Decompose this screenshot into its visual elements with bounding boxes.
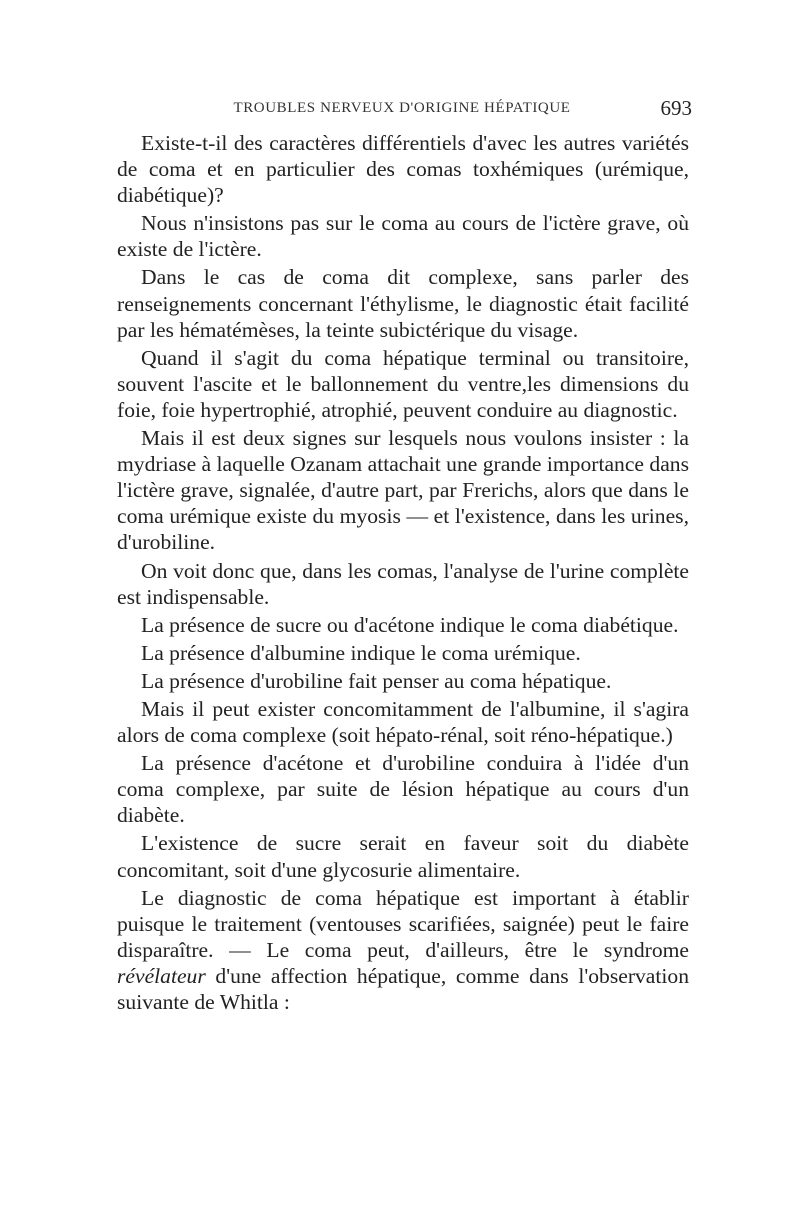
paragraph: Quand il s'agit du coma hépatique terminal ou transitoire, souvent l'ascite et le ballonnement du ventre,les dimensions du foie, foie hypertrophié, atrophié, peuvent conduire au diagnostic. bbox=[117, 345, 689, 422]
running-title: TROUBLES NERVEUX D'ORIGINE HÉPATIQUE bbox=[233, 100, 571, 116]
paragraph: Mais il peut exister concomitamment de l'albumine, il s'agira alors de coma complexe (soit hépato-rénal, soit réno-hépatique.) bbox=[117, 696, 689, 748]
paragraph: La présence de sucre ou d'acétone indique le coma diabétique. bbox=[141, 612, 679, 637]
page-number: 693 bbox=[660, 96, 692, 120]
paragraph: L'existence de sucre serait en faveur soit du diabète concomitant, soit d'une glycosurie alimentaire. bbox=[117, 831, 689, 882]
paragraph-last bbox=[117, 885, 689, 1015]
paragraph: La présence d'acétone et d'urobiline conduira à l'idée d'un coma complexe, par suite de lésion hépatique au cours d'un diabète. bbox=[117, 751, 689, 828]
paragraph: La présence d'urobiline fait penser au coma hépatique. bbox=[141, 668, 612, 693]
paragraph-text-before: Le diagnostic de coma hépatique est important à établir puisque le traitement (ventouses scarifiées, saignée) peut le faire disparaître. — Le coma peut, d'ailleurs, être le syndrome bbox=[117, 885, 689, 962]
paragraph: Nous n'insistons pas sur le coma au cours de l'ictère grave, où existe de l'ictère. bbox=[117, 211, 689, 262]
paragraph: Dans le cas de coma dit complexe, sans parler des renseignements concernant l'éthylisme, le diagnostic était facilité par les hématémèses, la teinte subictérique du visage. bbox=[117, 265, 689, 342]
paragraph: On voit donc que, dans les comas, l'analyse de l'urine complète est indispensable. bbox=[117, 558, 689, 609]
body-text bbox=[117, 130, 689, 1017]
italic-term: révélateur bbox=[117, 963, 206, 988]
paragraph-text-after: d'une affection hépatique, comme dans l'observation suivante de Whitla : bbox=[117, 963, 689, 1014]
running-head bbox=[117, 96, 692, 122]
paragraph: Existe-t-il des caractères différentiels d'avec les autres variétés de coma et en particulier des comas toxhémiques (urémique, diabétique)? bbox=[117, 131, 689, 208]
paragraph: La présence d'albumine indique le coma urémique. bbox=[141, 640, 581, 665]
paragraph: Mais il est deux signes sur lesquels nous voulons insister : la mydriase à laquelle Ozanam attachait une grande importance dans l'ictère grave, signalée, d'autre part, par Frerichs, alors que dans le coma urémique existe du myosis — et l'existence, dans les urines, d'urobiline. bbox=[117, 426, 689, 555]
